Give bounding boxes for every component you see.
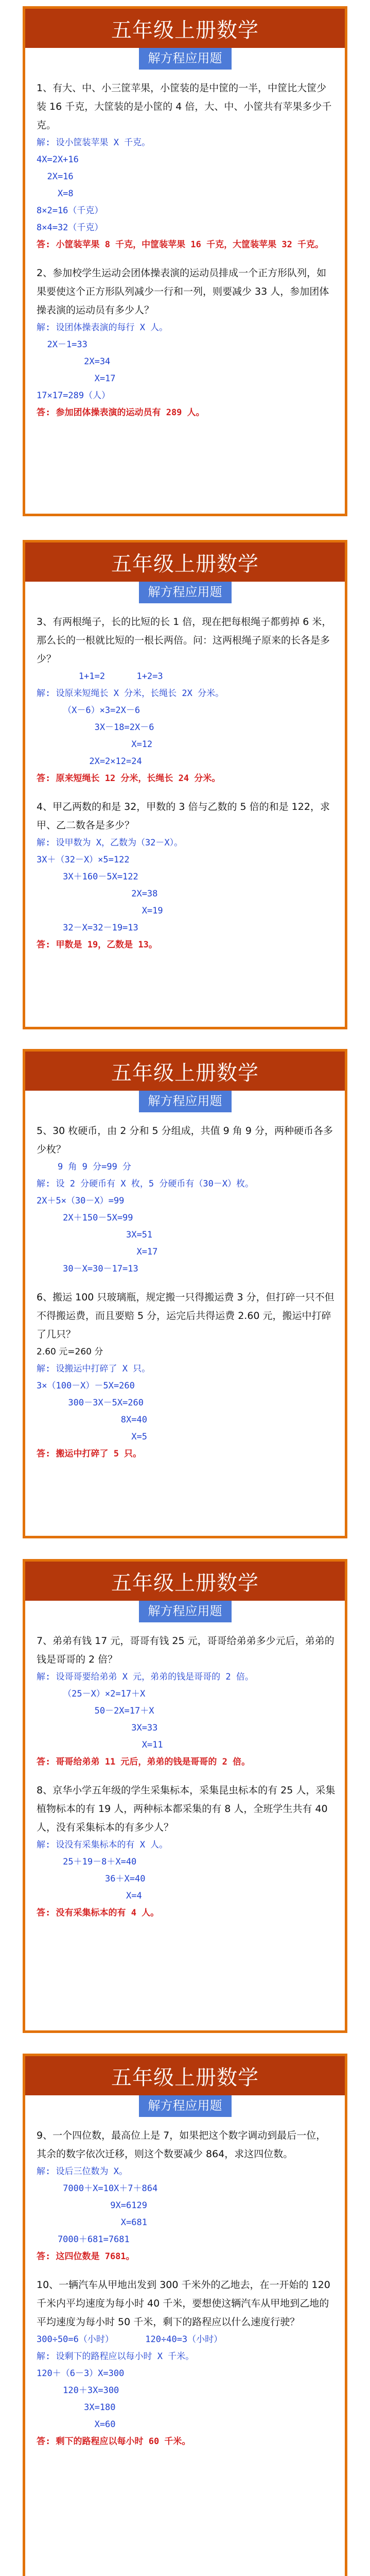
solution-line: 3×（100－X）－5X=260 xyxy=(37,1381,135,1391)
card-subtitle: 解方程应用题 xyxy=(139,582,232,603)
solution-line: 3X=51 xyxy=(37,1230,153,1240)
solution-line: 2X=38 xyxy=(37,889,158,899)
problem-4-question: 4、甲乙两数的和是 32，甲数的 3 倍与乙数的 5 倍的和是 122，求甲、乙二数各是多少？ xyxy=(37,801,330,831)
solution-line: 9 角 9 分=99 分 xyxy=(37,1162,132,1172)
solution-line: 9X=6129 xyxy=(37,2200,147,2211)
answer-line: 答: 剩下的路程应以每小时 60 千米。 xyxy=(37,2436,191,2447)
solution-line: X=8 xyxy=(37,189,74,199)
card-title: 五年级上册数学 xyxy=(111,1061,259,1085)
problem-10 xyxy=(37,2276,336,2450)
worksheet-card-2 xyxy=(23,540,347,1029)
solution-line: X=4 xyxy=(37,1891,142,1901)
card-content xyxy=(25,609,345,973)
solution-line: 解: 设原来短绳长 X 分米，长绳长 2X 分米。 xyxy=(37,688,224,699)
solution-line: X=11 xyxy=(37,1740,163,1750)
solution-line: 2X=16 xyxy=(37,172,74,182)
solution-line: 3X=33 xyxy=(37,1723,158,1733)
solution-line: 解: 设甲数为 X，乙数为（32－X）。 xyxy=(37,838,183,848)
solution-line: X=681 xyxy=(37,2217,147,2228)
card-title-banner xyxy=(25,2056,345,2095)
solution-line: 2X＋150－5X=99 xyxy=(37,1213,133,1223)
card-subtitle: 解方程应用题 xyxy=(139,48,232,70)
solution-line: 300÷50=6（小时） 120÷40=3（小时） xyxy=(37,2334,223,2345)
solution-line: 2.60 元=260 分 xyxy=(37,1347,103,1357)
solution-line: 解: 设小筐装苹果 X 千克。 xyxy=(37,138,151,148)
solution-line: 17×17=289（人） xyxy=(37,391,111,401)
worksheet-card-5 xyxy=(23,2054,347,2576)
solution-line: 8×2=16（千克） xyxy=(37,206,103,216)
solution-line: 36＋X=40 xyxy=(37,1874,146,1884)
solution-line: X=17 xyxy=(37,1247,158,1257)
card-subtitle-row xyxy=(25,582,345,609)
solution-line: 解: 设没有采集标本的有 X 人。 xyxy=(37,1840,168,1850)
card-subtitle: 解方程应用题 xyxy=(139,2095,232,2117)
card-subtitle: 解方程应用题 xyxy=(139,1601,232,1622)
solution-line: 解: 设 2 分硬币有 X 枚，5 分硬币有（30－X）枚。 xyxy=(37,1179,254,1189)
problem-5 xyxy=(37,1122,336,1278)
answer-line: 答: 参加团体操表演的运动员有 289 人。 xyxy=(37,408,205,418)
solution-line: 解: 设搬运中打碎了 X 只。 xyxy=(37,1364,151,1374)
solution-line: 解: 设剩下的路程应以每小时 X 千米。 xyxy=(37,2351,195,2362)
card-title-banner xyxy=(25,9,345,48)
problem-1 xyxy=(37,79,336,253)
worksheet-card-1 xyxy=(23,6,347,516)
solution-line: 32－X=32－19=13 xyxy=(37,923,138,933)
solution-line: 3X＋160－5X=122 xyxy=(37,872,138,882)
solution-line: 120＋（6－3）X=300 xyxy=(37,2368,125,2379)
solution-line: X=5 xyxy=(37,1432,147,1442)
solution-line: 7000＋681=7681 xyxy=(37,2234,130,2245)
solution-line: 3X－18=2X－6 xyxy=(37,722,154,733)
card-subtitle-row xyxy=(25,1091,345,1118)
card-title-banner xyxy=(25,543,345,582)
card-content xyxy=(25,2123,345,2470)
problem-8 xyxy=(37,1781,336,1922)
solution-line: X=19 xyxy=(37,906,163,916)
solution-line: 8×4=32（千克） xyxy=(37,223,103,233)
solution-line: 解: 设哥哥要给弟弟 X 元，弟弟的钱是哥哥的 2 倍。 xyxy=(37,1672,254,1682)
solution-line: 4X=2X+16 xyxy=(37,155,79,165)
card-title-banner xyxy=(25,1052,345,1091)
answer-line: 答: 没有采集标本的有 4 人。 xyxy=(37,1908,160,1918)
solution-line: 2X=2×12=24 xyxy=(37,756,142,767)
solution-line: 3X=180 xyxy=(37,2402,116,2413)
solution-line: 120＋3X=300 xyxy=(37,2385,119,2396)
answer-line: 答: 这四位数是 7681。 xyxy=(37,2251,135,2262)
solution-line: 7000＋X=10X＋7＋864 xyxy=(37,2183,158,2194)
card-title: 五年级上册数学 xyxy=(111,2065,259,2090)
solution-line: 3X＋（32－X）×5=122 xyxy=(37,855,130,865)
card-subtitle-row xyxy=(25,48,345,76)
problem-1-question: 1、有大、中、小三筐苹果，小筐装的是中筐的一半，中筐比大筐少装 16 千克，大筐装的是小筐的 4 倍，大、中、小筐共有苹果多少千克。 xyxy=(37,82,332,131)
card-subtitle-row xyxy=(25,2095,345,2123)
problem-8-question: 8、京华小学五年级的学生采集标本，采集昆虫标本的有 25 人，采集植物标本的有 19 人，两种标本都采集的有 8 人，全班学生共有 40 人，没有采集标本的有多少人？ xyxy=(37,1785,336,1833)
answer-line: 答: 搬运中打碎了 5 只。 xyxy=(37,1449,142,1459)
answer-line: 答: 甲数是 19，乙数是 13。 xyxy=(37,940,157,950)
solution-line: （X－6）×3=2X－6 xyxy=(37,705,140,716)
card-subtitle-row xyxy=(25,1601,345,1629)
answer-line: 答: 哥哥给弟弟 11 元后，弟弟的钱是哥哥的 2 倍。 xyxy=(37,1757,251,1767)
card-title: 五年级上册数学 xyxy=(111,1571,259,1595)
solution-line: 2X=34 xyxy=(37,357,111,367)
solution-line: 25＋19－8＋X=40 xyxy=(37,1857,137,1867)
problem-4 xyxy=(37,798,336,954)
solution-line: 2X－1=33 xyxy=(37,340,87,350)
solution-line: X=60 xyxy=(37,2419,116,2430)
worksheet-card-3 xyxy=(23,1049,347,1538)
solution-line: 8X=40 xyxy=(37,1415,147,1425)
solution-line: 300－3X－5X=260 xyxy=(37,1398,144,1408)
problem-2 xyxy=(37,264,336,421)
problem-3 xyxy=(37,613,336,787)
card-title: 五年级上册数学 xyxy=(111,18,259,42)
card-title-banner xyxy=(25,1562,345,1601)
solution-line: X=17 xyxy=(37,374,116,384)
problem-3-question: 3、有两根绳子，长的比短的长 1 倍，现在把每根绳子都剪掉 6 米，那么长的一根就比短的一根长两倍。问：这两根绳子原来的长各是多少？ xyxy=(37,616,332,665)
solution-line: 1+1=2 1+2=3 xyxy=(37,671,163,682)
problem-6-question: 6、搬运 100 只玻璃瓶，规定搬一只得搬运费 3 分，但打碎一只不但不得搬运费，而且要赔 5 分，运完后共得运费 2.60 元，搬运中打碎了几只？ xyxy=(37,1292,334,1340)
problem-9 xyxy=(37,2126,336,2265)
problem-2-question: 2、参加校学生运动会团体操表演的运动员排成一个正方形队列，如果要使这个正方形队列减少一行和一列，则要减少 33 人，参加团体操表演的运动员有多少人？ xyxy=(37,267,329,316)
solution-line: 解: 设团体操表演的每行 X 人。 xyxy=(37,323,168,333)
answer-line: 答: 原来短绳长 12 分米，长绳长 24 分米。 xyxy=(37,773,221,784)
card-content xyxy=(25,76,345,441)
problem-9-question: 9、一个四位数，最高位上是 7，如果把这个数字调动到最后一位，其余的数字依次迁移，则这个数要减少 864，求这四位数。 xyxy=(37,2130,326,2160)
problem-7 xyxy=(37,1632,336,1771)
problem-10-question: 10、一辆汽车从甲地出发到 300 千米外的乙地去，在一开始的 120 千米内平均速度为每小时 40 千米，要想使这辆汽车从甲地到乙地的平均速度为每小时 50 千米，剩下的路程应以什么速度行驶？ xyxy=(37,2279,330,2328)
solution-line: 解: 设后三位数为 X。 xyxy=(37,2166,128,2177)
solution-line: 30－X=30－17=13 xyxy=(37,1264,138,1274)
solution-line: 50－2X=17＋X xyxy=(37,1706,154,1716)
card-content xyxy=(25,1118,345,1482)
solution-line: （25－X）×2=17＋X xyxy=(37,1689,146,1699)
card-content xyxy=(25,1629,345,1941)
problem-6 xyxy=(37,1288,336,1463)
worksheet-card-4 xyxy=(23,1559,347,2033)
problem-5-question: 5、30 枚硬币，由 2 分和 5 分组成，共值 9 角 9 分，两种硬币各多少枚？ xyxy=(37,1125,333,1155)
problem-7-question: 7、弟弟有钱 17 元，哥哥有钱 25 元，哥哥给弟弟多少元后，弟弟的钱是哥哥的 2 倍？ xyxy=(37,1635,334,1665)
card-title: 五年级上册数学 xyxy=(111,552,259,576)
answer-line: 答: 小筐装苹果 8 千克，中筐装苹果 16 千克，大筐装苹果 32 千克。 xyxy=(37,240,324,250)
card-subtitle: 解方程应用题 xyxy=(139,1091,232,1112)
solution-line: 2X＋5×（30－X）=99 xyxy=(37,1196,125,1206)
solution-line: X=12 xyxy=(37,739,153,750)
